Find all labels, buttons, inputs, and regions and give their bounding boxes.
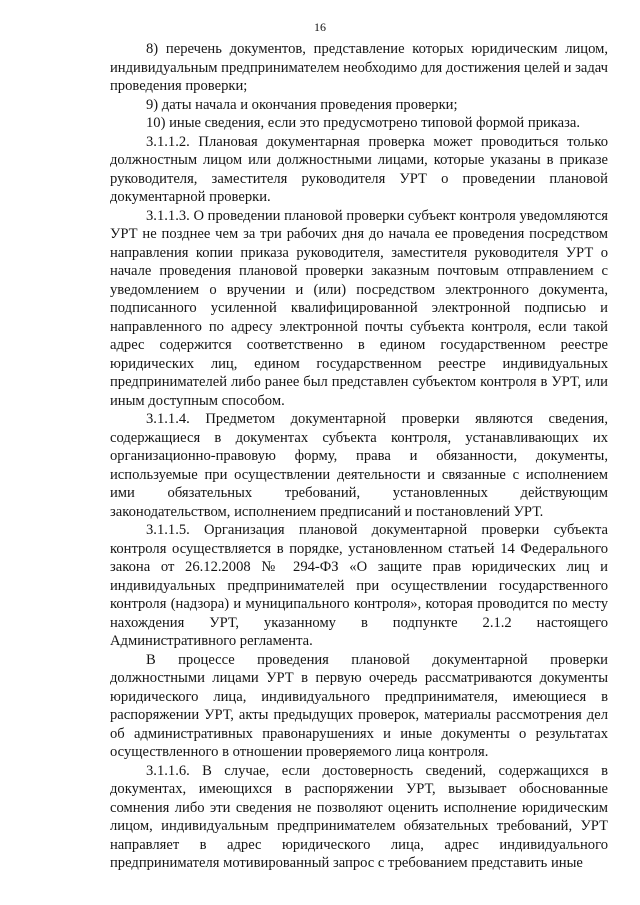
paragraph-3-1-1-4: 3.1.1.4. Предметом документарной проверки являются сведения, содержащиеся в документах субъекта контроля, устанавливающих их организационно-правовую форму, права и обязанности, документы, используемые при осуществлении деятельности и связанные с исполнением ими обязательных требований, установленных действующим законодательством, исполнением предписаний и постановлений УРТ. — [110, 411, 608, 520]
paragraph-item-8: 8) перечень документов, представление которых юридическим лицом, индивидуальным предпринимателем необходимо для достижения целей и задач проведения проверки; — [110, 41, 608, 94]
paragraph-3-1-1-6: 3.1.1.6. В случае, если достоверность сведений, содержащихся в документах, имеющихся в распоряжении УРТ, вызывает обоснованные сомнения либо эти сведения не позволяют оценить исполнение юридическим лицом, индивидуальным предпринимателем обязательных требований, УРТ направляет в адрес юридического лица, адрес индивидуального предпринимателя мотивированный запрос с требованием представить иные — [110, 762, 608, 871]
paragraph-3-1-1-2: 3.1.1.2. Плановая документарная проверка может проводиться только должностным лицом или должностными лицами, которые указаны в приказе руководителя, заместителя руководителя УРТ о проведении плановой документарной проверки. — [110, 133, 608, 205]
page-number: 16 — [314, 20, 326, 34]
paragraph-item-9: 9) даты начала и окончания проведения проверки; — [146, 96, 458, 113]
paragraph-item-10: 10) иные сведения, если это предусмотрено типовой формой приказа. — [146, 115, 581, 131]
paragraph-review-process: В процессе проведения плановой документарной проверки должностными лицами УРТ в первую очередь рассматриваются документы юридического лица, индивидуального предпринимателя, имеющиеся в распоряжении УРТ, акты предыдущих проверок, материалы рассмотрения дел об административных правонарушениях и иные документы о результатах осуществленного в отношении проверяемого лица контроля. — [110, 651, 608, 760]
paragraph-3-1-1-3: 3.1.1.3. О проведении плановой проверки субъект контроля уведомляются УРТ не позднее чем за три рабочих дня до начала ее проведения посредством направления копии приказа руководителя, заместителя руководителя УРТ о начале проведения плановой проверки заказным почтовым отправлением с уведомлением о вручении и (или) посредством электронного документа, подписанного усиленной квалифицированной электронной подписью и направленного по адресу электронной почты субъекта контроля, если такой адрес содержится соответственно в едином государственном реестре юридических лиц, едином государственном реестре индивидуальных предпринимателей либо ранее был представлен субъектом контроля в УРТ, или иным доступным способом. — [110, 207, 608, 409]
body-text — [110, 40, 608, 873]
paragraph-3-1-1-5: 3.1.1.5. Организация плановой документарной проверки субъекта контроля осуществляется в порядке, установленном статьей 14 Федерального закона от 26.12.2008 № 294-ФЗ «О защите прав юридических лиц и индивидуальных предпринимателей при осуществлении государственного контроля (надзора) и муниципального контроля», которая проводится по месту нахождения УРТ, указанному в подпункте 2.1.2 настоящего Административного регламента. — [110, 522, 608, 649]
